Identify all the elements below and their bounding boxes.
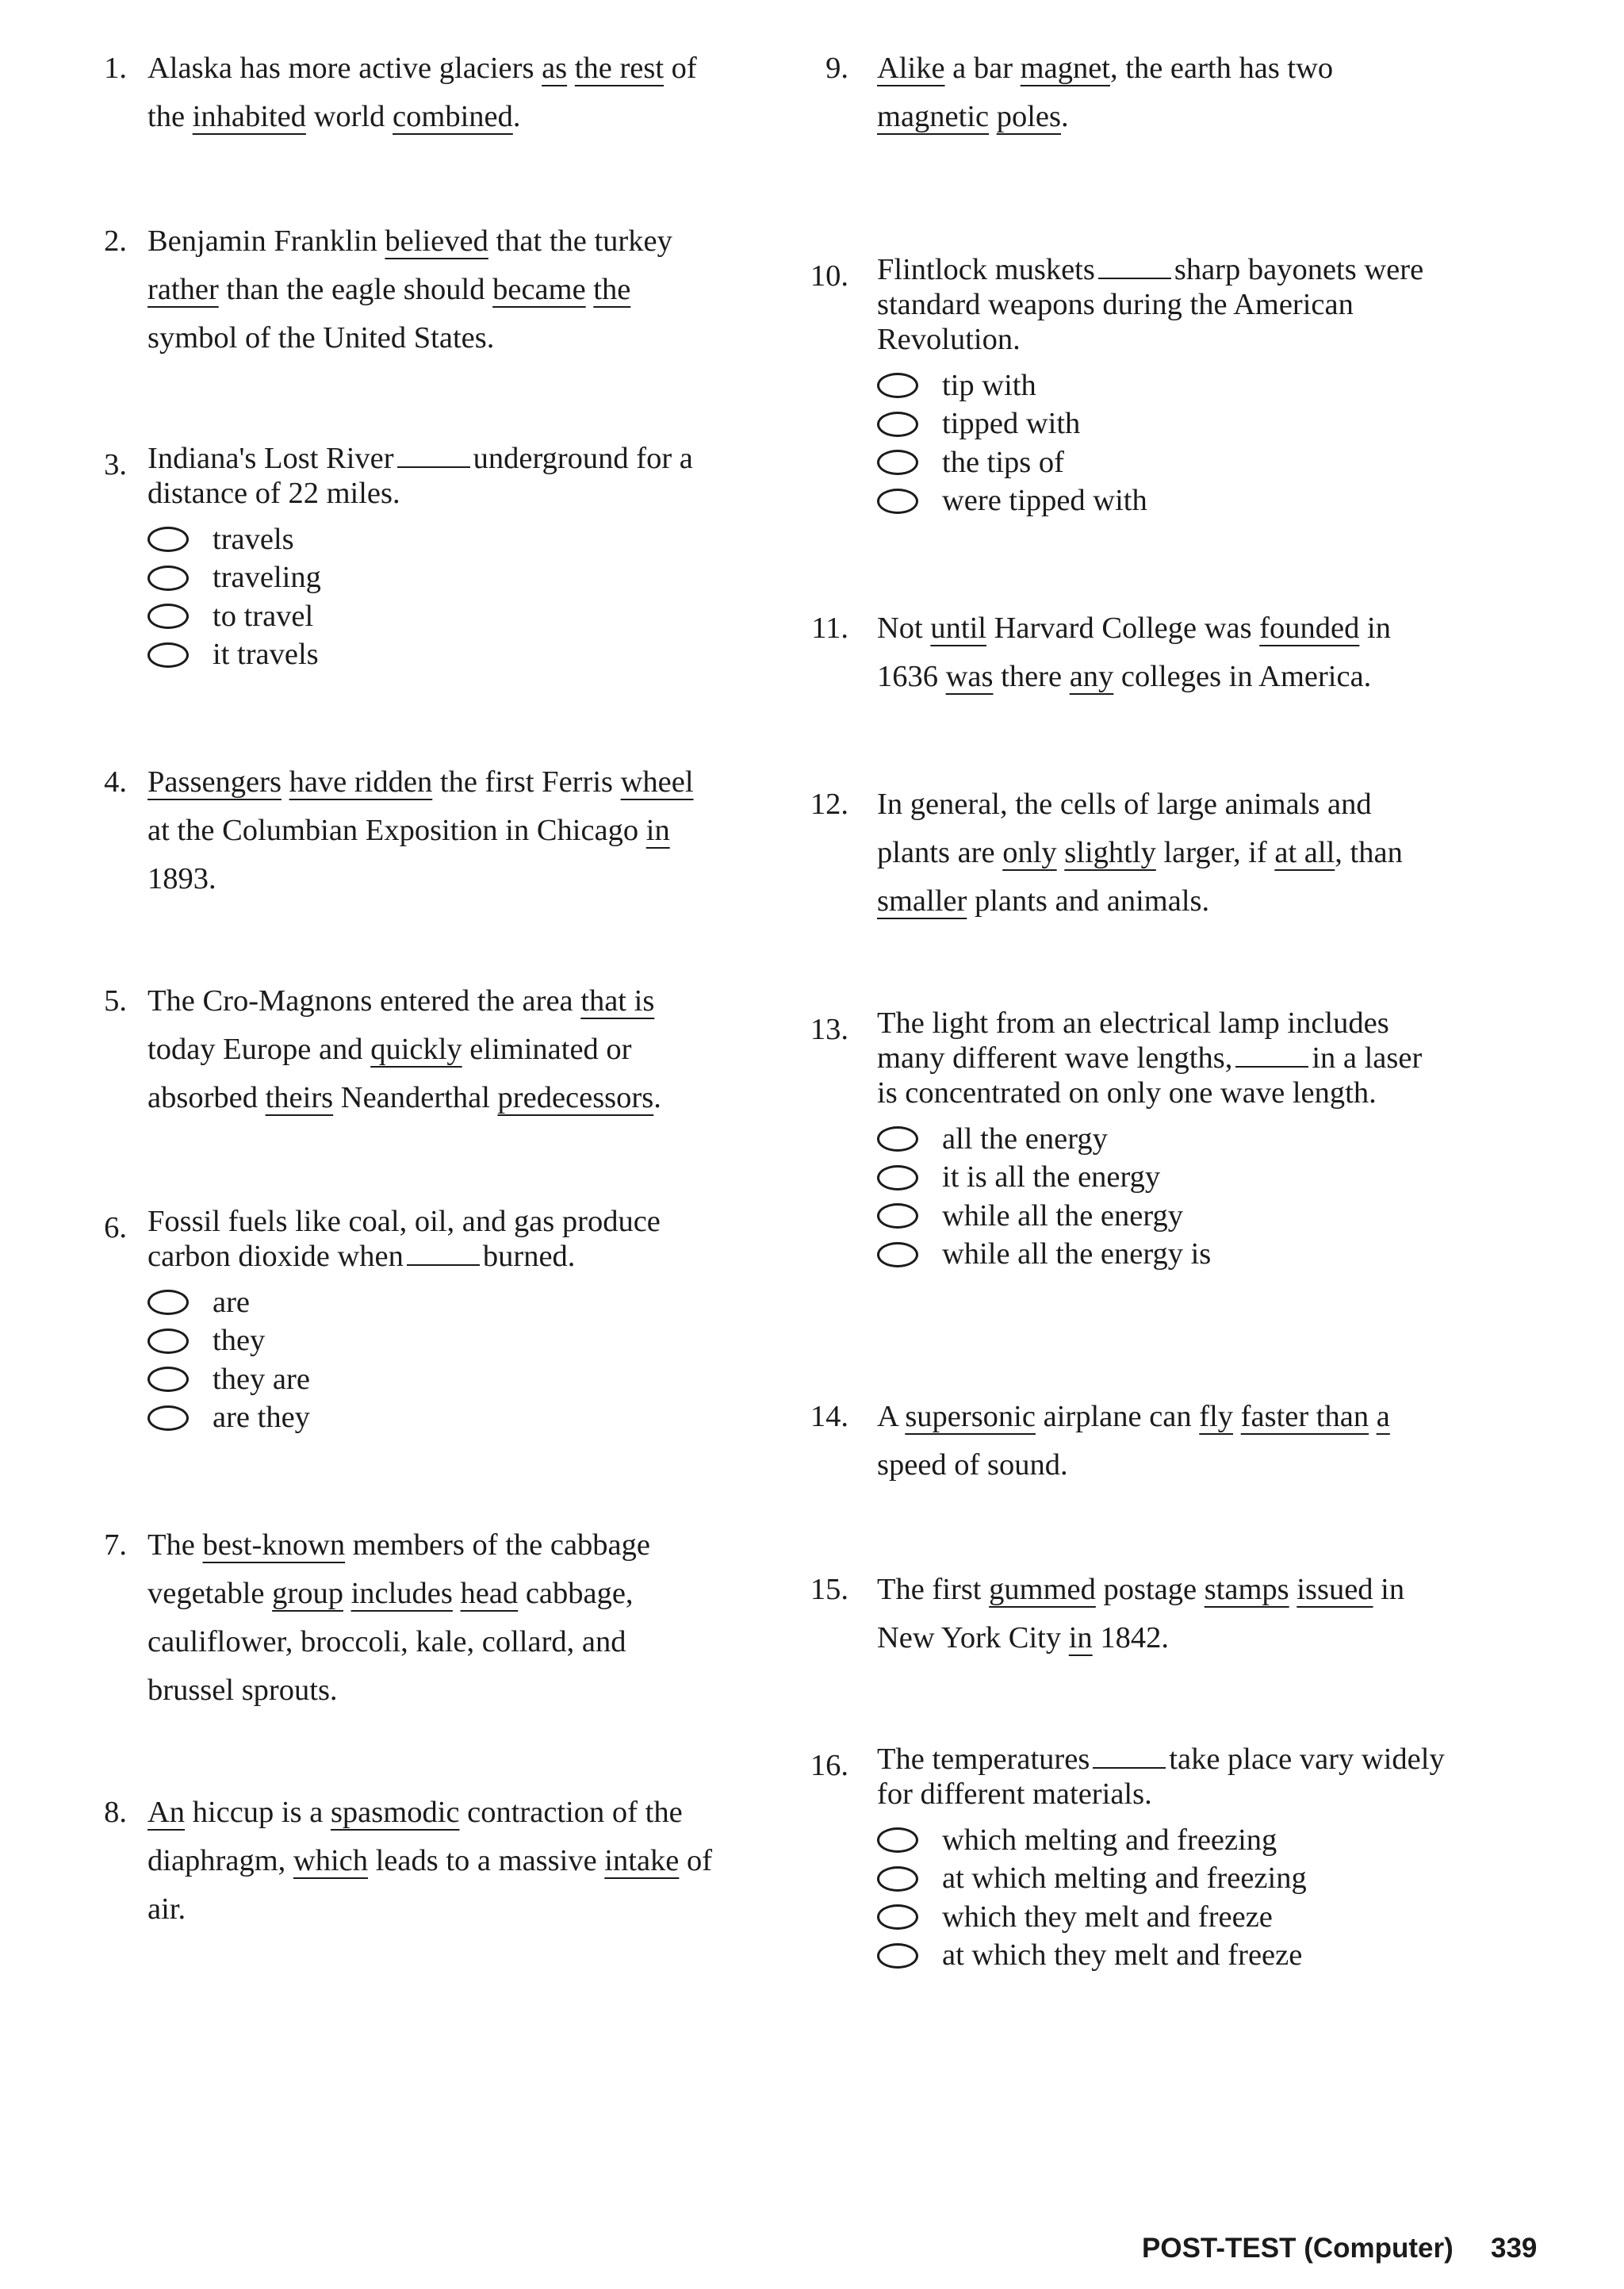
- underlined-segment: group: [272, 1577, 343, 1610]
- underlined-segment: poles: [996, 100, 1062, 133]
- stem-end: in a laser is concentrated on only one wave length.: [877, 1041, 1423, 1110]
- question-11: [811, 604, 1448, 701]
- underlined-segment: until: [930, 612, 986, 645]
- underlined-segment: in: [1068, 1621, 1093, 1654]
- text-segment: In general, the cells of large animals and plants are: [877, 788, 1372, 869]
- underlined-segment: best-known: [202, 1528, 346, 1562]
- option-label: which melting and freezing: [942, 1823, 1277, 1857]
- option-d[interactable]: [877, 482, 1448, 521]
- underlined-segment: rather: [147, 273, 219, 306]
- question-number: 6.: [104, 1211, 127, 1244]
- text-segment: members of the cabbage vegetable: [147, 1528, 650, 1610]
- question-10: [810, 252, 1448, 520]
- option-d[interactable]: [877, 1236, 1448, 1275]
- stem-start: Flintlock muskets: [877, 253, 1095, 286]
- question-number: 7.: [104, 1528, 127, 1562]
- option-label: to travel: [213, 599, 314, 633]
- question-number: 9.: [825, 52, 848, 85]
- radio-bubble[interactable]: [877, 1203, 918, 1229]
- option-a[interactable]: [147, 520, 742, 559]
- question-9: [825, 44, 1448, 141]
- question-13: [810, 1006, 1448, 1274]
- question-text: [877, 1742, 1448, 1812]
- option-b[interactable]: [147, 1322, 718, 1361]
- question-number: 12.: [810, 788, 848, 821]
- stem-end: take place vary widely for different materials.: [877, 1743, 1445, 1811]
- option-c[interactable]: [877, 443, 1448, 482]
- question-text: [147, 1204, 718, 1274]
- text-segment: cabbage, cauliflower, broccoli, kale, collard, and brussel sprouts.: [147, 1577, 634, 1707]
- text-segment: of air.: [147, 1844, 713, 1926]
- text-segment: , the earth has two: [1110, 52, 1334, 85]
- option-label: they: [213, 1324, 266, 1358]
- option-label: the tips of: [942, 445, 1064, 479]
- underlined-segment: was: [945, 660, 994, 693]
- text-segment: .: [1061, 100, 1069, 133]
- underlined-segment: only: [1002, 836, 1057, 869]
- text-segment: [1289, 1573, 1297, 1606]
- underlined-segment: founded: [1259, 612, 1360, 645]
- text-segment: [1369, 1400, 1377, 1433]
- text-segment: [1057, 836, 1065, 869]
- underlined-segment: An: [147, 1796, 186, 1829]
- question-text: [147, 1789, 742, 1934]
- option-d[interactable]: [147, 636, 742, 675]
- text-segment: colleges in America.: [1113, 660, 1372, 693]
- option-label: all the energy: [942, 1121, 1108, 1156]
- stem-start: The temperatures: [877, 1743, 1090, 1776]
- answer-blank: [397, 451, 470, 468]
- text-segment: [586, 273, 594, 306]
- question-text: [877, 780, 1448, 926]
- question-text: [877, 1006, 1448, 1110]
- option-label: it travels: [213, 638, 319, 672]
- underlined-segment: magnet: [1020, 52, 1110, 85]
- question-text: [877, 252, 1448, 357]
- option-b[interactable]: [147, 559, 742, 598]
- option-label: which they melt and freeze: [942, 1900, 1273, 1934]
- underlined-segment: issued: [1297, 1573, 1373, 1606]
- text-segment: at the Columbian Exposition in Chicago: [147, 814, 646, 847]
- option-a[interactable]: [877, 1120, 1448, 1159]
- underlined-segment: Alike: [877, 52, 945, 85]
- answer-options: [877, 366, 1448, 520]
- underlined-segment: magnetic: [877, 100, 990, 133]
- underlined-segment: faster than: [1240, 1400, 1369, 1433]
- question-text: [877, 1566, 1448, 1662]
- radio-bubble[interactable]: [147, 642, 189, 668]
- text-segment: symbol of the United States.: [147, 321, 495, 355]
- question-text: [147, 441, 742, 511]
- text-segment: speed of sound.: [877, 1448, 1068, 1482]
- question-text: [147, 217, 718, 362]
- text-segment: that the turkey: [488, 224, 672, 258]
- radio-bubble[interactable]: [877, 373, 918, 398]
- option-label: are: [213, 1285, 250, 1319]
- underlined-segment: smaller: [877, 884, 967, 918]
- question-text: [147, 758, 703, 903]
- option-c[interactable]: [877, 1197, 1448, 1236]
- question-text: [147, 44, 726, 141]
- option-c[interactable]: [877, 1898, 1448, 1937]
- page-number: 339: [1491, 2233, 1538, 2264]
- text-segment: .: [512, 100, 521, 133]
- option-d[interactable]: [877, 1937, 1448, 1976]
- underlined-segment: wheel: [620, 765, 694, 799]
- option-b[interactable]: [877, 1159, 1448, 1198]
- text-segment: the first Ferris: [432, 765, 621, 799]
- question-text: [877, 1393, 1448, 1490]
- option-a[interactable]: [877, 1821, 1448, 1860]
- question-5: [104, 977, 718, 1122]
- radio-bubble[interactable]: [147, 1329, 189, 1354]
- stem-start: The light from an electrical lamp includes many different wave lengths,: [877, 1006, 1389, 1075]
- option-label: at which melting and freezing: [942, 1861, 1307, 1896]
- underlined-segment: that is: [580, 984, 655, 1018]
- underlined-segment: slightly: [1064, 836, 1156, 869]
- question-number: 15.: [810, 1573, 848, 1606]
- text-segment: world: [305, 100, 393, 133]
- text-segment: of the: [147, 52, 697, 133]
- question-text: [877, 604, 1448, 701]
- question-6: [104, 1204, 718, 1437]
- underlined-segment: stamps: [1204, 1573, 1289, 1606]
- text-segment: Neanderthal: [333, 1081, 498, 1114]
- radio-bubble[interactable]: [147, 1290, 189, 1315]
- radio-bubble[interactable]: [877, 489, 918, 514]
- radio-bubble[interactable]: [877, 1126, 918, 1152]
- question-15: [810, 1566, 1448, 1662]
- answer-options: [877, 1821, 1448, 1975]
- answer-blank: [1093, 1751, 1166, 1769]
- text-segment: eliminated or absorbed: [147, 1033, 632, 1114]
- radio-bubble[interactable]: [147, 566, 189, 591]
- question-number: 8.: [104, 1796, 127, 1829]
- question-number: 3.: [104, 448, 127, 481]
- answer-blank: [1235, 1050, 1308, 1068]
- text-segment: postage: [1095, 1573, 1205, 1606]
- text-segment: [989, 100, 997, 133]
- radio-bubble[interactable]: [877, 1242, 918, 1267]
- text-segment: The Cro-Magnons entered the area: [147, 984, 581, 1018]
- text-segment: Benjamin Franklin: [147, 224, 385, 258]
- underlined-segment: as: [542, 52, 568, 85]
- option-d[interactable]: [147, 1399, 718, 1438]
- stem-start: Indiana's Lost River: [147, 442, 394, 475]
- underlined-segment: any: [1069, 660, 1114, 693]
- option-b[interactable]: [877, 1860, 1448, 1899]
- text-segment: , than: [1335, 836, 1403, 869]
- text-segment: leads to a massive: [367, 1844, 605, 1877]
- underlined-segment: inhabited: [192, 100, 306, 133]
- underlined-segment: includes: [350, 1577, 453, 1610]
- option-c[interactable]: [147, 1360, 718, 1399]
- question-text: [877, 44, 1448, 141]
- text-segment: [1233, 1400, 1241, 1433]
- radio-bubble[interactable]: [147, 604, 189, 629]
- option-label: traveling: [213, 561, 321, 595]
- option-label: tipped with: [942, 407, 1081, 441]
- option-label: are they: [213, 1401, 310, 1435]
- underlined-segment: Passengers: [147, 765, 282, 799]
- option-label: while all the energy is: [942, 1237, 1212, 1271]
- text-segment: [282, 765, 289, 799]
- option-b[interactable]: [877, 405, 1448, 444]
- underlined-segment: which: [293, 1844, 368, 1877]
- underlined-segment: head: [460, 1577, 519, 1610]
- radio-bubble[interactable]: [877, 1827, 918, 1853]
- stem-end: burned.: [482, 1240, 576, 1273]
- underlined-segment: quickly: [370, 1033, 462, 1066]
- text-segment: than the eagle should: [218, 273, 493, 306]
- radio-bubble[interactable]: [147, 1405, 189, 1431]
- underlined-segment: supersonic: [905, 1400, 1036, 1433]
- underlined-segment: in: [645, 814, 670, 847]
- text-segment: there: [993, 660, 1070, 693]
- question-12: [810, 780, 1448, 926]
- question-number: 2.: [104, 224, 127, 258]
- text-segment: contraction of the diaphragm,: [147, 1796, 683, 1877]
- text-segment: Alaska has more active glaciers: [147, 52, 542, 85]
- text-segment: plants and animals.: [967, 884, 1210, 918]
- underlined-segment: became: [492, 273, 586, 306]
- underlined-segment: gummed: [989, 1573, 1096, 1606]
- underlined-segment: the: [593, 273, 631, 306]
- option-label: travels: [213, 522, 294, 556]
- text-segment: [567, 52, 575, 85]
- text-segment: [453, 1577, 461, 1610]
- question-number: 4.: [104, 765, 127, 799]
- radio-bubble[interactable]: [877, 450, 918, 475]
- underlined-segment: the rest: [574, 52, 665, 85]
- answer-blank: [1098, 262, 1171, 279]
- text-segment: hiccup is a: [185, 1796, 331, 1829]
- underlined-segment: believed: [385, 224, 488, 258]
- question-number: 14.: [810, 1400, 848, 1433]
- question-number: 11.: [811, 612, 848, 645]
- radio-bubble[interactable]: [877, 1904, 918, 1930]
- underlined-segment: have ridden: [289, 765, 433, 799]
- underlined-segment: combined: [393, 100, 513, 133]
- text-segment: The: [147, 1528, 203, 1562]
- question-number: 13.: [810, 1013, 848, 1046]
- radio-bubble[interactable]: [147, 1367, 189, 1392]
- text-segment: in New York City: [877, 1573, 1405, 1654]
- underlined-segment: predecessors: [497, 1081, 654, 1114]
- question-number: 5.: [104, 984, 127, 1018]
- footer-label: POST-TEST (Computer): [1142, 2233, 1454, 2264]
- text-segment: in 1636: [877, 612, 1391, 693]
- answer-options: [147, 1283, 718, 1437]
- option-label: were tipped with: [942, 484, 1147, 518]
- answer-options: [877, 1120, 1448, 1274]
- question-16: [810, 1742, 1448, 1975]
- question-14: [810, 1393, 1448, 1490]
- radio-bubble[interactable]: [877, 1165, 918, 1191]
- option-c[interactable]: [147, 597, 742, 636]
- question-number: 10.: [810, 259, 848, 293]
- question-8: [104, 1789, 742, 1934]
- option-a[interactable]: [877, 366, 1448, 405]
- option-label: tip with: [942, 368, 1036, 402]
- text-segment: larger, if: [1155, 836, 1275, 869]
- radio-bubble[interactable]: [147, 527, 189, 552]
- text-segment: [343, 1577, 351, 1610]
- stem-start: Fossil fuels like coal, oil, and gas produce carbon dioxide when: [147, 1205, 661, 1273]
- option-label: at which they melt and freeze: [942, 1938, 1303, 1973]
- question-2: [104, 217, 718, 362]
- answer-blank: [407, 1248, 480, 1266]
- option-label: while all the energy: [942, 1198, 1183, 1233]
- radio-bubble[interactable]: [877, 1866, 918, 1892]
- underlined-segment: at all: [1274, 836, 1335, 869]
- question-3: [104, 441, 742, 674]
- text-segment: airplane can: [1035, 1400, 1200, 1433]
- text-segment: Harvard College was: [986, 612, 1260, 645]
- text-segment: 1842.: [1092, 1621, 1169, 1654]
- text-segment: a bar: [944, 52, 1021, 85]
- question-text: [147, 1521, 710, 1715]
- question-7: [104, 1521, 710, 1715]
- underlined-segment: theirs: [265, 1081, 334, 1114]
- answer-options: [147, 520, 742, 674]
- question-1: [104, 44, 726, 141]
- underlined-segment: fly: [1199, 1400, 1234, 1433]
- radio-bubble[interactable]: [877, 1943, 918, 1969]
- text-segment: Not: [877, 612, 931, 645]
- text-segment: A: [877, 1400, 906, 1433]
- option-label: it is all the energy: [942, 1160, 1161, 1194]
- question-text: [147, 977, 718, 1122]
- text-segment: 1893.: [147, 862, 216, 895]
- option-a[interactable]: [147, 1283, 718, 1322]
- question-number: 16.: [810, 1749, 848, 1782]
- text-segment: today Europe and: [147, 1033, 371, 1066]
- underlined-segment: a: [1376, 1400, 1390, 1433]
- question-4: [104, 758, 703, 903]
- underlined-segment: intake: [604, 1844, 680, 1877]
- stem-end: underground for a distance of 22 miles.: [147, 442, 693, 510]
- underlined-segment: spasmodic: [330, 1796, 460, 1829]
- radio-bubble[interactable]: [877, 412, 918, 437]
- text-segment: .: [653, 1081, 661, 1114]
- stem-end: sharp bayonets were standard weapons during the American Revolution.: [877, 253, 1424, 356]
- option-label: they are: [213, 1362, 310, 1396]
- text-segment: The first: [877, 1573, 990, 1606]
- question-number: 1.: [104, 52, 127, 85]
